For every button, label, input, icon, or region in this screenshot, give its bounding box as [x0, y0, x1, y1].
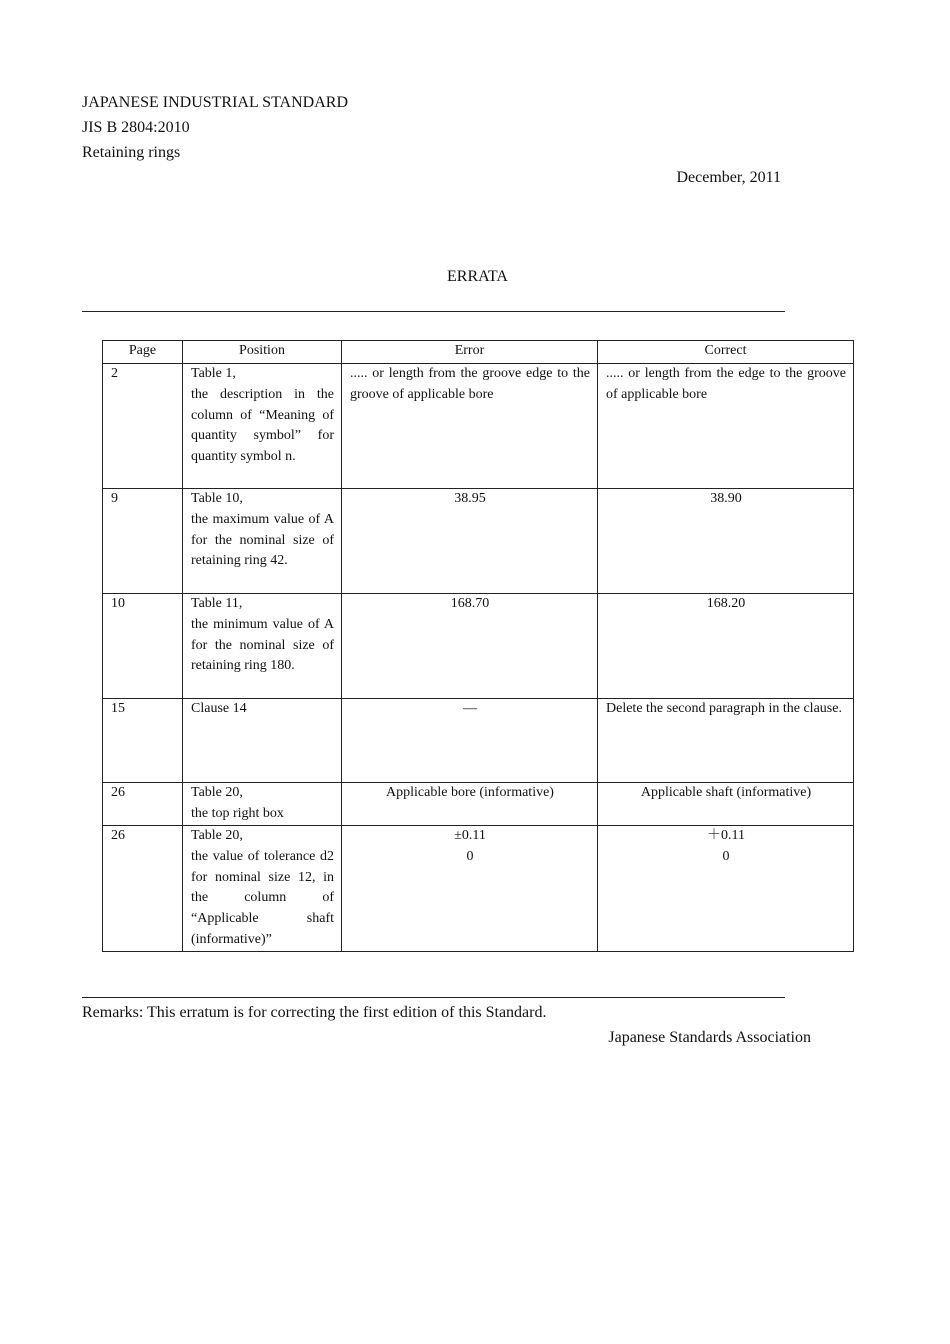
row-position: Table 11, the minimum value of A for the nominal size of retaining ring 180.: [183, 594, 342, 699]
row-error: 168.70: [342, 594, 598, 699]
row-page: 15: [103, 699, 183, 783]
row-position: Table 20, the value of tolerance d2 for nominal size 12, in the column of “Applicable shaft (informative)”: [183, 826, 342, 952]
table-row: [103, 699, 854, 783]
row-error: 38.95: [342, 489, 598, 594]
errata-table: [102, 340, 854, 952]
column-header-position: Position: [183, 341, 342, 364]
row-error: ±0.11 0: [342, 826, 598, 952]
row-correct: 38.90: [598, 489, 854, 594]
row-correct: ＋0.11 0: [598, 826, 854, 952]
row-position: Table 1, the description in the column of “Meaning of quantity symbol” for quantity symbol n.: [183, 364, 342, 489]
standard-code: JIS B 2804:2010: [82, 119, 190, 136]
column-header-page: Page: [103, 341, 183, 364]
errata-date: December, 2011: [676, 169, 781, 186]
table-row: [103, 783, 854, 826]
association-name: Japanese Standards Association: [608, 1029, 811, 1046]
row-position: Table 10, the maximum value of A for the nominal size of retaining ring 42.: [183, 489, 342, 594]
row-position: Clause 14: [183, 699, 342, 783]
row-page: 26: [103, 783, 183, 826]
table-header-row: [103, 341, 854, 364]
row-error: Applicable bore (informative): [342, 783, 598, 826]
row-correct: ..... or length from the edge to the groove of applicable bore: [598, 364, 854, 489]
column-header-error: Error: [342, 341, 598, 364]
page-title: ERRATA: [447, 268, 508, 285]
bottom-divider: [82, 997, 785, 998]
column-header-correct: Correct: [598, 341, 854, 364]
table-row: [103, 826, 854, 952]
row-correct: Delete the second paragraph in the clause.: [598, 699, 854, 783]
table-row: [103, 594, 854, 699]
row-error: —: [342, 699, 598, 783]
row-page: 10: [103, 594, 183, 699]
row-correct: 168.20: [598, 594, 854, 699]
row-page: 9: [103, 489, 183, 594]
standard-org: JAPANESE INDUSTRIAL STANDARD: [82, 94, 348, 111]
row-position: Table 20, the top right box: [183, 783, 342, 826]
row-page: 26: [103, 826, 183, 952]
row-correct: Applicable shaft (informative): [598, 783, 854, 826]
top-divider: [82, 311, 785, 312]
standard-subject: Retaining rings: [82, 144, 181, 161]
table-row: [103, 364, 854, 489]
remarks-text: Remarks: This erratum is for correcting the first edition of this Standard.: [82, 1004, 547, 1021]
row-error: ..... or length from the groove edge to the groove of applicable bore: [342, 364, 598, 489]
table-row: [103, 489, 854, 594]
row-page: 2: [103, 364, 183, 489]
